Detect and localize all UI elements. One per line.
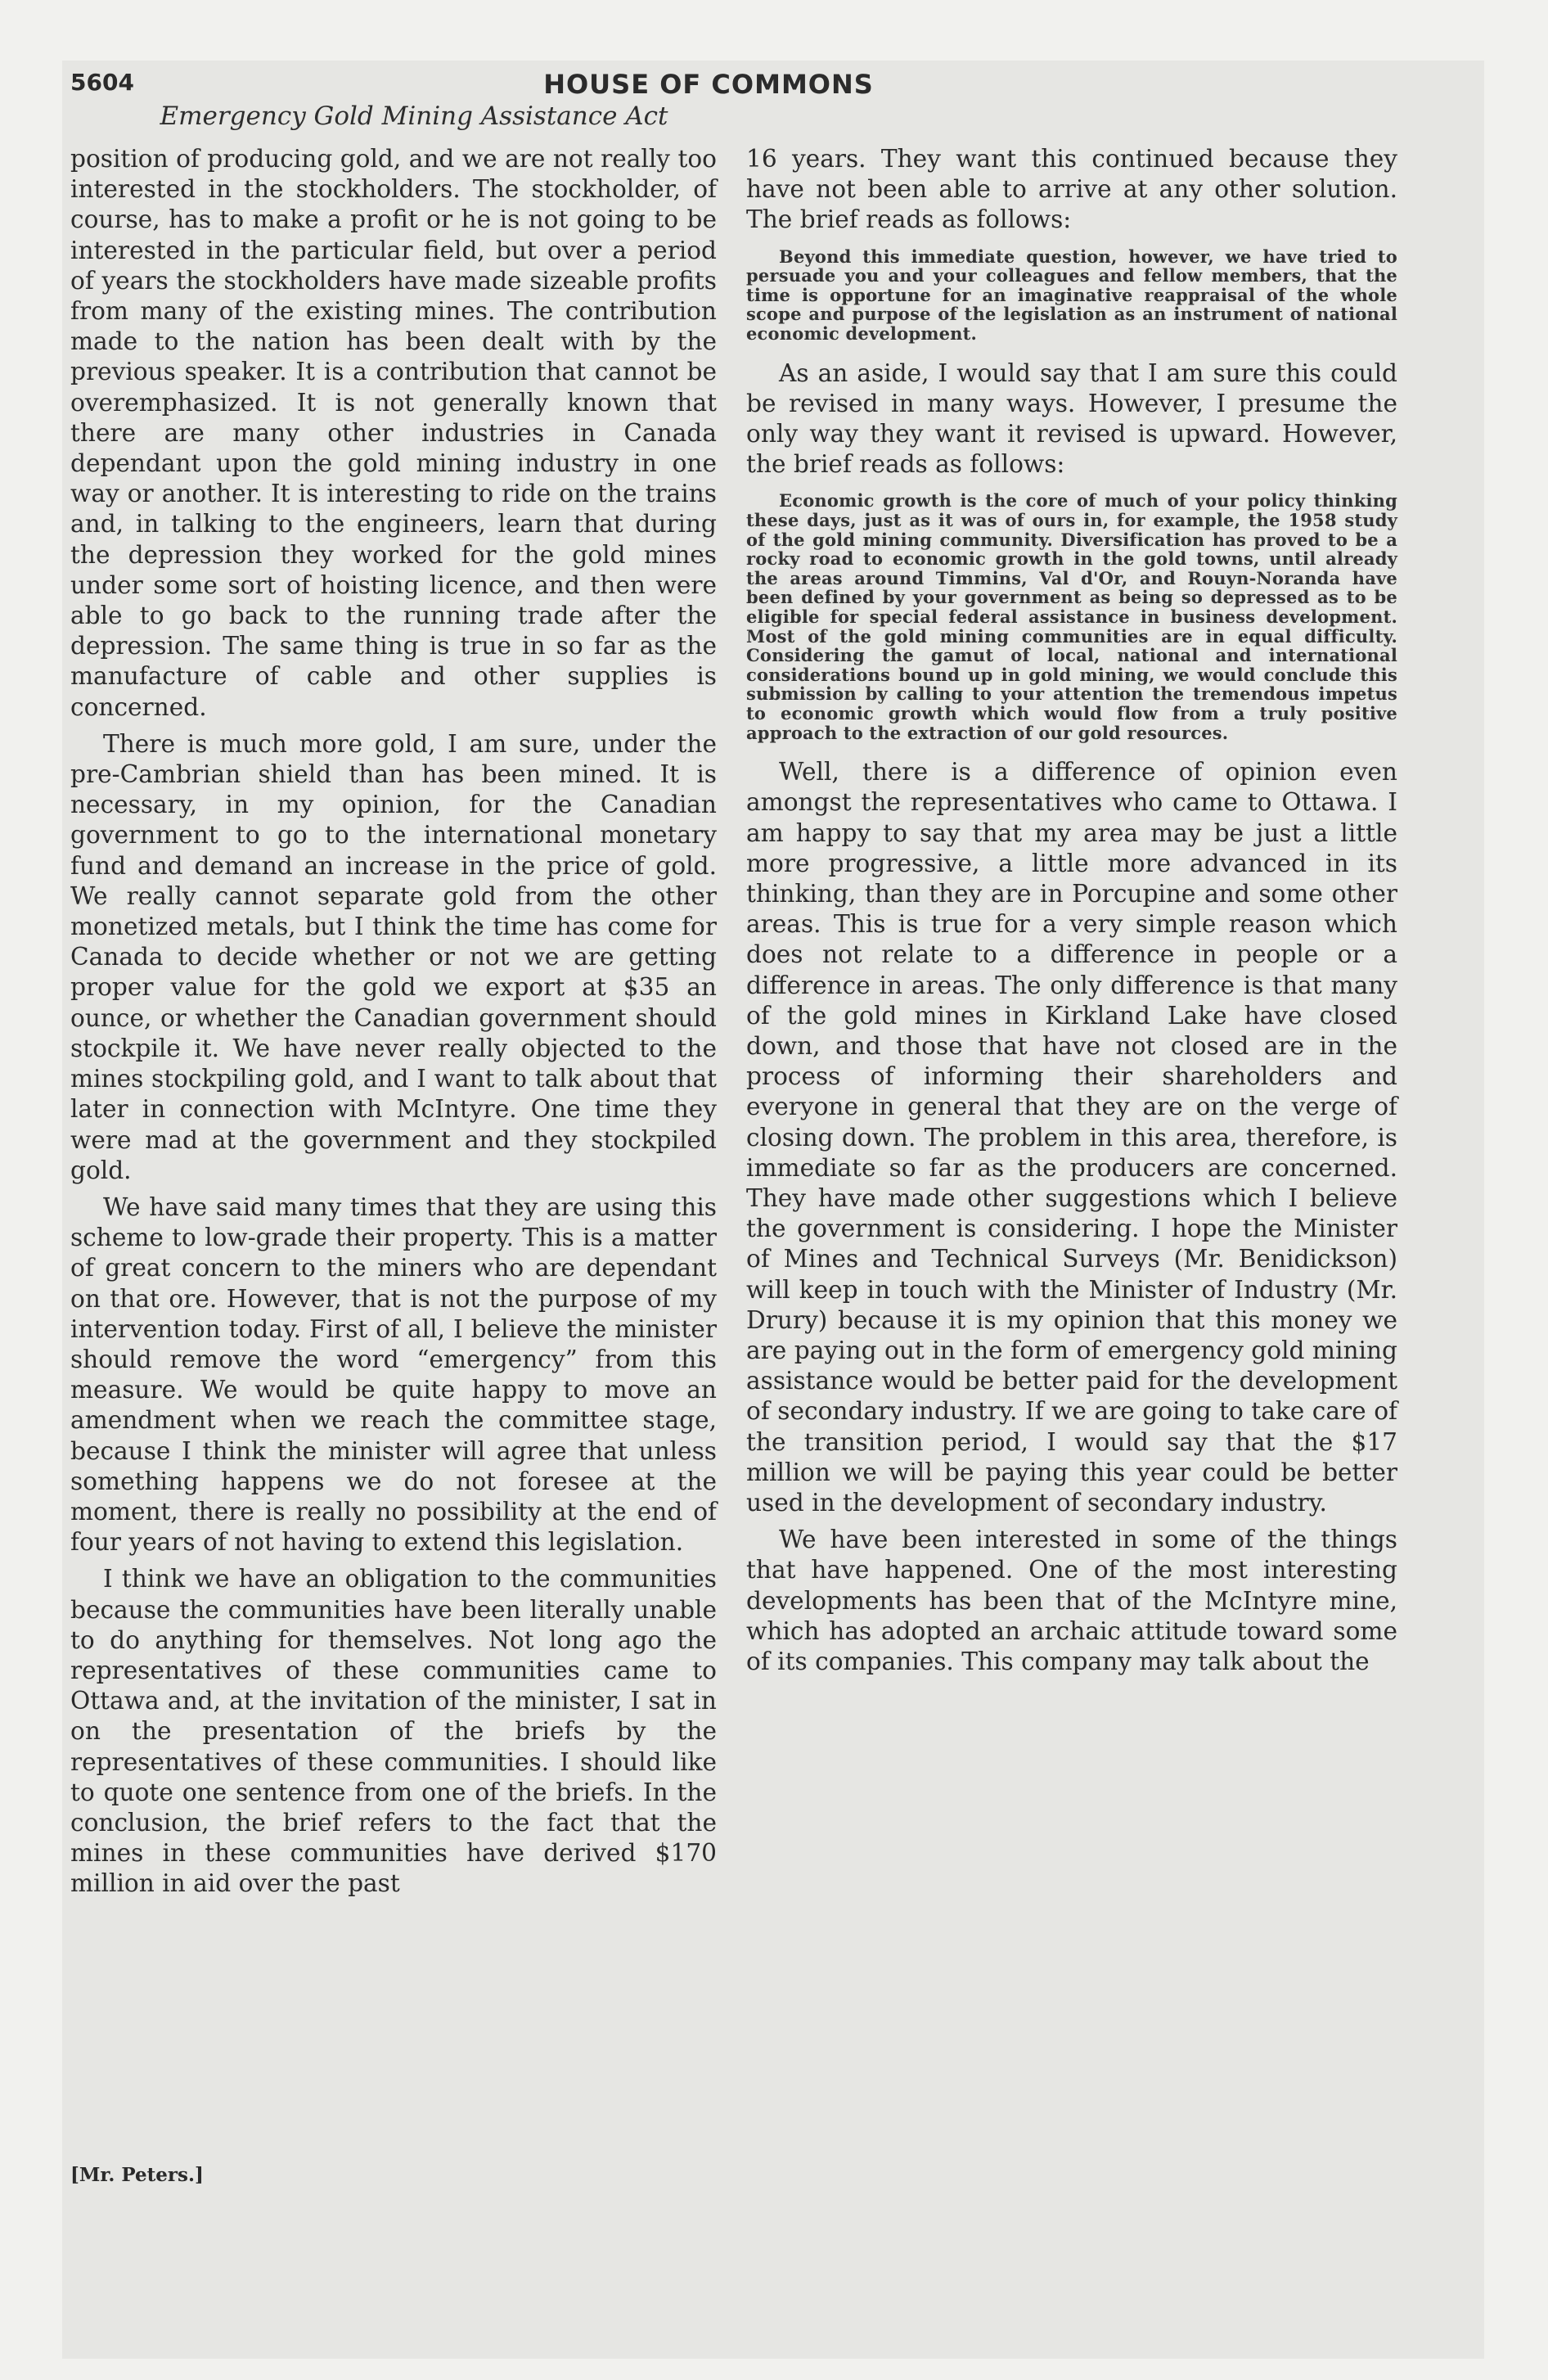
section-subtitle: Emergency Gold Mining Assistance Act bbox=[160, 101, 668, 131]
paragraph: We have said many times that they are using this scheme to low-grade their property. This is a matter of great concern to the miners who are dependant on that ore. However, that is not the purpose of my intervention today. First of all, I believe the minister should remove the word “emergency” from this measure. We would be quite happy to move an amendment when we reach the committee stage, because I think the minister will agree that unless something happens we do not foresee at the moment, there is really no possibility at the end of four years of not having to extend this legislation. bbox=[70, 1192, 717, 1557]
paragraph: 16 years. They want this continued because they have not been able to arrive at any other solution. The brief reads as follows: bbox=[746, 145, 1397, 234]
left-column bbox=[70, 144, 717, 1900]
paragraph: We have been interested in some of the things that have happened. One of the most interesting developments has been that of the McIntyre mine, which has adopted an archaic attitude toward some of its companies. This company may talk about the bbox=[746, 1526, 1397, 1675]
right-column bbox=[746, 144, 1397, 1677]
page-header bbox=[70, 69, 1347, 101]
paragraph: Well, there is a difference of opinion even amongst the representatives who came to Ottawa. I am happy to say that my area may be just a little more progressive, a little more advanced in its thinking, than they are in Porcupine and some other areas. This is true for a very simple reason which does not relate to a difference in people or a difference in areas. The only difference is that many of the gold mines in Kirkland Lake have closed down, and those that have not closed are in the process of informing their shareholders and everyone in general that they are on the verge of closing down. The problem in this area, therefore, is immediate so far as the producers are concerned. They have made other suggestions which I believe the government is considering. I hope the Minister of Mines and Technical Surveys (Mr. Benidickson) will keep in touch with the Minister of Industry (Mr. Drury) because it is my opinion that this money we are paying out in the form of emergency gold mining assistance would be better paid for the development of secondary industry. If we are going to take care of the transition period, I would say that the $17 million we will be paying this year could be better used in the development of secondary industry. bbox=[746, 758, 1397, 1517]
paragraph: position of producing gold, and we are not really too interested in the stockholders. The stockholder, of course, has to make a profit or he is not going to be interested in the particular field, but over a period of years the stockholders have made sizeable profits from many of the existing mines. The contribution made to the nation has been dealt with by the previous speaker. It is a contribution that cannot be overemphasized. It is not generally known that there are many other industries in Canada dependant upon the gold mining industry in one way or another. It is interesting to ride on the trains and, in talking to the engineers, learn that during the depression they worked for the gold mines under some sort of hoisting licence, and then were able to go back to the running trade after the depression. The same thing is true in so far as the manufacture of cable and other supplies is concerned. bbox=[70, 145, 717, 721]
paragraph: I think we have an obligation to the communities because the communities have been literally unable to do anything for themselves. Not long ago the representatives of these communities came to Ottawa and, at the invitation of the minister, I sat in on the presentation of the briefs by the representatives of these communities. I should like to quote one sentence from one of the briefs. In the conclusion, the brief refers to the fact that the mines in these communities have derived $170 million in aid over the past bbox=[70, 1565, 717, 1898]
running-title: HOUSE OF COMMONS bbox=[543, 69, 874, 100]
block-quote: Economic growth is the core of much of your policy thinking these days, just as it was of ours in, for example, the 1958 study of the gold mining community. Diversification has proved to be a rocky road to economic growth in the gold towns, until already the areas around Timmins, Val d'Or, and Rouyn-Noranda have been defined by your government as being so depressed as to be eligible for special federal assistance in business development. Most of the gold mining communities are in equal difficulty. Considering the gamut of local, national and international considerations bound up in gold mining, we would conclude this submission by calling to your attention the tremendous impetus to economic growth which would flow from a truly positive approach to the extraction of our gold resources. bbox=[746, 490, 1397, 743]
paragraph: As an aside, I would say that I am sure this could be revised in many ways. However, I presume the only way they want it revised is upward. However, the brief reads as follows: bbox=[746, 358, 1397, 479]
block-quote: Beyond this immediate question, however, we have tried to persuade you and your colleagues and fellow members, that the time is opportune for an imaginative reappraisal of the whole scope and purpose of the legislation as an instrument of national economic development. bbox=[746, 246, 1397, 344]
paragraph: There is much more gold, I am sure, under the pre-Cambrian shield than has been mined. It is necessary, in my opinion, for the Canadian government to go to the international monetary fund and demand an increase in the price of gold. We really cannot separate gold from the other monetized metals, but I think the time has come for Canada to decide whether or not we are getting proper value for the gold we export at $35 an ounce, or whether the Canadian government should stockpile it. We have never really objected to the mines stockpiling gold, and I want to talk about that later in connection with McIntyre. One time they were mad at the government and they stockpiled gold. bbox=[70, 729, 717, 1184]
page-number: 5604 bbox=[70, 69, 134, 96]
speaker-attribution: [Mr. Peters.] bbox=[70, 2164, 204, 2186]
